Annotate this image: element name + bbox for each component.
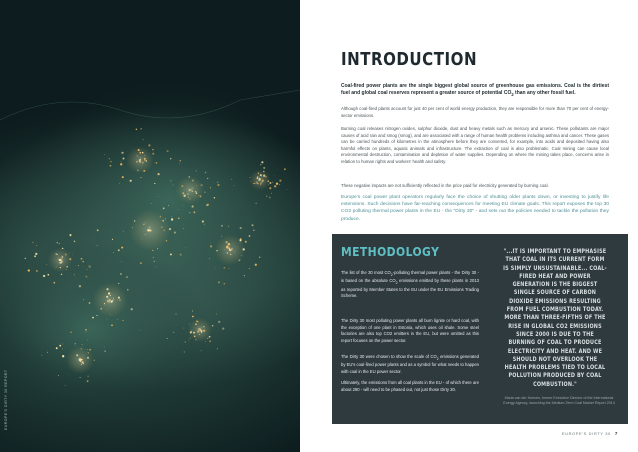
methodology-paragraph-2: The Dirty 30 most polluting power plants all burn lignite or hard coal, with the exception of one plant in Estonia, which uses oil shale. Some steel factories are also top CO2 emitters in the EU, but were omitted as this report focuses on the power sector. [341,318,479,343]
intro-paragraph-1: Although coal-fired plants account for just 40 per cent of world energy production, they are responsible for more than 70 per cent of energy-sector emissions. [341,106,609,118]
page-number: 7 [614,431,618,436]
europe-night-photo [0,0,300,452]
intro-lead: Coal-fired power plants are the single biggest global source of greenhouse gas emissions. Coal is the dirtiest fuel and global coal reserves represent a greater source of potential $CO_2$ than any other fossil fuel. [341,83,609,98]
intro-paragraph-2: Burning coal releases nitrogen oxides, sulphur dioxide, dust and heavy metals such as mercury and arsenic. These pollutants are major causes of acid rain and smog (smog), and are associated with a range of human health problems including asthma and cancer. These gases can be carried hundreds of kilometres in the atmosphere before they are converted, for example, into acids and deposited having also harmful effects on plants, aquatic animals and infrastructure. The extraction of coal is also problematic. Coal mining can cause local environmental destruction, contamination and depletion of water supplies. Depending on where the mining takes place, concerns arise in relation to human rights and workers' health and safety. [341,126,609,164]
footer-label: EUROPE'S DIRTY 30 [561,431,611,436]
intro-highlight-paragraph: Europe's coal power plant operators regularly face the choice of shutting older plants down, or investing to justify life extensions. Such decisions have far-reaching consequences for meeting EU climate goals. This report exposes the top 30 CO2 polluting thermal power plants in the EU - the "Dirty 30" - and sets out the policies needed to tackle the pollution they produce. [341,195,609,222]
pull-quote: "...IT IS IMPORTANT TO EMPHASISE THAT COAL IN ITS CURRENT FORM IS SIMPLY UNSUSTAINABLE... COAL-FIRED HEAT AND POWER GENERATION IS THE BIGGEST SINGLE SOURCE OF CARBON DIOXIDE EMISSIONS RESULTING FROM FUEL COMBUSTION TODAY. MORE THAN THREE-FIFTHS OF THE RISE IN GLOBAL CO2 EMISSIONS SINCE 2000 IS DUE TO THE BURNING OF COAL TO PRODUCE ELECTRICITY AND HEAT. AND WE SHOULD NOT OVERLOOK THE HEALTH PROBLEMS TIED TO LOCAL POLLUTION PRODUCED BY COAL COMBUSTION." [503,247,607,388]
methodology-title: METHODOLOGY [341,244,440,259]
side-credit: EUROPE'S DIRTY 30 REPORT [4,369,8,430]
intro-paragraph-3: These negative impacts are not sufficiently reflected in the price paid for electricity generated by burning coal. [341,183,549,188]
page-footer [490,431,618,436]
quote-attribution: Maria van der Hoeven, former Executive Director of the International Energy Agency, launching the Medium-Term Coal Market Report 2014 [503,396,615,406]
methodology-paragraph-1: The list of the 30 most $CO_2$-polluting thermal power plants - the Dirty 30 - is based on the absolute $CO_2$ emissions emitted by these plants in 2013 as reported by Member States to the EU under the EU Emissions Trading Scheme. [341,270,479,299]
methodology-paragraph-4: Ultimately, the emissions from all coal plants in the EU - of which there are about 280 - will need to be phased out, not just those Dirty 30. [341,380,479,392]
methodology-panel [332,234,628,424]
page-title: INTRODUCTION [341,50,478,70]
methodology-paragraph-3: The Dirty 30 were chosen to show the scale of $CO_2$ emissions generated by EU's coal-fired power plants and as a symbol for what needs to happen with coal in the EU power sector. [341,354,479,375]
city-lights-illustration [0,0,300,452]
